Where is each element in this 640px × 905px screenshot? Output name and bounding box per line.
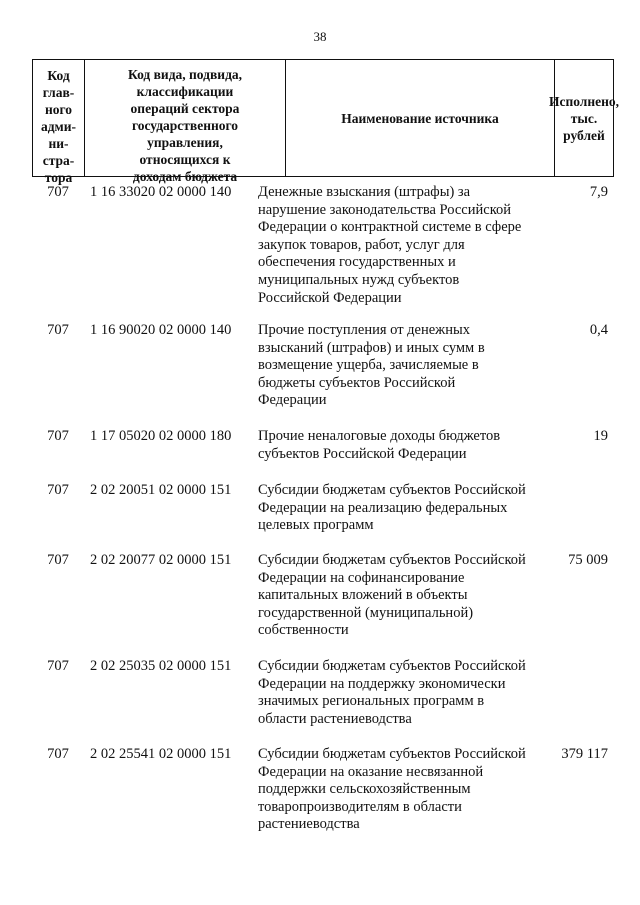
admin-code-cell: 707 — [47, 184, 69, 200]
page-number: 38 — [313, 29, 327, 44]
column-header-name-label: Наименование источника — [341, 110, 499, 126]
source-name-cell: Прочие неналоговые доходы бюджетов субъектов Российской Федерации — [258, 428, 501, 462]
executed-value-cell: 75 009 — [568, 552, 608, 568]
column-header-code-label: Код вида, подвида, классификации операций сектора государственного управления, относящихся к доходам бюджета — [127, 66, 243, 184]
column-header-admin-label: Код глав- ного адми- ни- стра- тора — [40, 67, 77, 185]
executed-value-cell: 7,9 — [589, 184, 608, 200]
table-header — [32, 59, 620, 185]
source-name-cell: Денежные взыскания (штрафы) за нарушение законодательства Российской Федерации о контрактной системе в сфере закупок товаров, работ, услуг для обеспечения государственных и муниципальных нужд субъектов Российской Федерации — [258, 184, 522, 306]
classification-code-cell: 1 16 90020 02 0000 140 — [90, 322, 232, 338]
classification-code-cell: 1 16 33020 02 0000 140 — [90, 184, 232, 200]
classification-code-cell: 1 17 05020 02 0000 180 — [90, 428, 232, 444]
source-name-cell: Субсидии бюджетам субъектов Российской Федерации на поддержку экономически значимых региональных программ в области растениеводства — [258, 658, 526, 727]
executed-value-cell: 379 117 — [561, 746, 608, 762]
column-header-code — [85, 60, 286, 184]
column-header-admin — [33, 60, 85, 185]
column-header-value-label: Исполнено, тыс. рублей — [548, 93, 620, 143]
admin-code-cell: 707 — [47, 482, 69, 498]
column-header-name — [286, 60, 555, 176]
admin-code-cell: 707 — [47, 746, 69, 762]
admin-code-cell: 707 — [47, 428, 69, 444]
source-name-cell: Субсидии бюджетам субъектов Российской Федерации на реализацию федеральных целевых программ — [258, 482, 526, 534]
admin-code-cell: 707 — [47, 658, 69, 674]
source-name-cell: Прочие поступления от денежных взысканий (штрафов) и иных сумм в возмещение ущерба, зачисляемые в бюджеты субъектов Российской Федерации — [258, 322, 485, 409]
source-name-cell: Субсидии бюджетам субъектов Российской Федерации на софинансирование капитальных вложений в объекты государственной (муниципальной) собственности — [258, 552, 526, 639]
source-name-cell: Субсидии бюджетам субъектов Российской Федерации на оказание несвязанной поддержки сельскохозяйственным товаропроизводителям в области растениеводства — [258, 746, 526, 833]
executed-value-cell: 0,4 — [589, 322, 608, 338]
admin-code-cell: 707 — [47, 552, 69, 568]
admin-code-cell: 707 — [47, 322, 69, 338]
classification-code-cell: 2 02 20077 02 0000 151 — [90, 552, 232, 568]
executed-value-cell: 19 — [593, 428, 608, 444]
classification-code-cell: 2 02 25541 02 0000 151 — [90, 746, 232, 762]
column-header-value — [548, 60, 620, 176]
classification-code-cell: 2 02 20051 02 0000 151 — [90, 482, 232, 498]
classification-code-cell: 2 02 25035 02 0000 151 — [90, 658, 232, 674]
